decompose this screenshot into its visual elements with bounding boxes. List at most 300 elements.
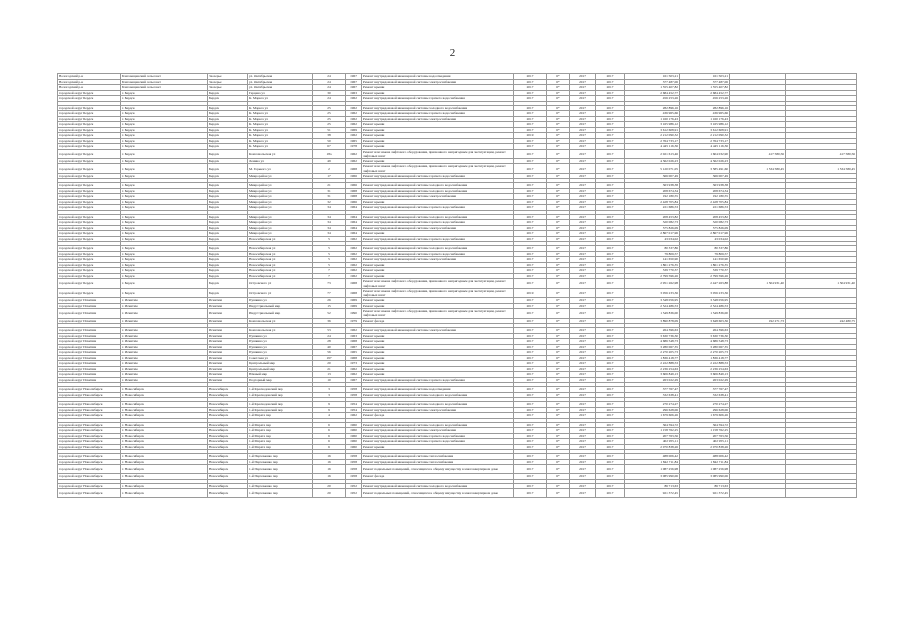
cell-code: 6* (547, 402, 570, 408)
cell-settlement: Бердск (208, 257, 248, 263)
cell-settlement-type: г. Новосибирск (121, 413, 208, 419)
cell-municipality: городской округ Бердск (58, 111, 121, 117)
cell-start: 2017 (570, 79, 596, 85)
cell-municipality: городской округ Искитим (58, 318, 121, 324)
cell-end: 2017 (596, 262, 625, 268)
cell-start: 2017 (570, 454, 596, 460)
cell-plan-year: 2017 (514, 111, 547, 117)
cell-code: 6* (547, 79, 570, 85)
cell-extra-cost: 1 504 931,40 (730, 279, 786, 288)
cell-street: 1-й Марата пер (248, 413, 313, 419)
cell-settlement-type: г. Бердск (121, 225, 208, 231)
cell-fund-cost: 364 594,72 (680, 422, 730, 428)
cell-street: 1-й Марата пер (248, 439, 313, 445)
cell-work-type: Ремонт подвальных помещений, относящихся к общему имуществу в многоквартирном доме (362, 465, 514, 474)
cell-year: 1962 (346, 133, 362, 139)
cell-year: 1962 (346, 413, 362, 419)
cell-house: 6 (313, 428, 346, 434)
cell-house: 36 (313, 318, 346, 324)
cell-year: 1966 (346, 199, 362, 205)
cell-work-type: Ремонт крыши (362, 350, 514, 356)
cell-extra-cost: 192 271,73 (730, 318, 786, 324)
cell-work-type: Ремонт фасада (362, 474, 514, 480)
cell-year: 1952 (346, 483, 362, 489)
cell-year: 1965 (346, 138, 362, 144)
cell-fund-cost: 402 955,11 (680, 439, 730, 445)
cell-fund-cost: 270 274,27 (680, 402, 730, 408)
cell-settlement-type: г. Бердск (121, 288, 208, 297)
cell-street: Новосибирская ул (248, 273, 313, 279)
cell-settlement: Новосибирск (208, 465, 248, 474)
cell-fund-cost: 208 453,82 (680, 214, 730, 220)
cell-plan-year: 2017 (514, 105, 547, 111)
cell-plan-year: 2017 (514, 407, 547, 413)
cell-work-type: Ремонт внутридомовой инженерной системы электроснабжения (362, 328, 514, 334)
cell-end: 2017 (596, 298, 625, 304)
cell-total-cost: 86 713,63 (625, 483, 680, 489)
cell-plan-year: 2017 (514, 273, 547, 279)
cell-end: 2017 (596, 303, 625, 309)
cell-municipality: городской округ Искитим (58, 377, 121, 383)
cell-fund-cost: 2 222 888,53 (680, 361, 730, 367)
cell-street: Пушкина ул (248, 339, 313, 345)
cell-plan-year: 2017 (514, 339, 547, 345)
cell-settlement: Бердск (208, 214, 248, 220)
cell-total-cost: 575 826,09 (625, 225, 680, 231)
cell-settlement-type: г. Бердск (121, 173, 208, 179)
cell-settlement: Бердск (208, 144, 248, 150)
cell-house: 5 (313, 257, 346, 263)
cell-plan-year: 2017 (514, 85, 547, 91)
cell-street: К. Маркса ул (248, 138, 313, 144)
cell-code: 6* (547, 251, 570, 257)
cell-work-type: Ремонт крыши (362, 262, 514, 268)
cell-start: 2017 (570, 257, 596, 263)
cell-fund-cost: 332 638,41 (680, 392, 730, 398)
cell-street: Микрорайон ул (248, 194, 313, 200)
cell-house: 6 (313, 439, 346, 445)
cell-total-cost: 141 650,90 (625, 257, 680, 263)
cell-settlement: Заозерье (208, 85, 248, 91)
cell-year: 1954 (346, 402, 362, 408)
cell-street: К. Маркса ул (248, 133, 313, 139)
cell-code: 6* (547, 350, 570, 356)
cell-code: 6* (547, 355, 570, 361)
cell-end: 2017 (596, 79, 625, 85)
cell-start: 2017 (570, 262, 596, 268)
cell-fund-cost: 377 767,47 (680, 387, 730, 393)
cell-year: 1963 (346, 90, 362, 96)
cell-house: 7 (313, 273, 346, 279)
cell-plan-year: 2017 (514, 127, 547, 133)
cell-fund-cost: 3 585 491,60 (680, 164, 730, 173)
cell-total-cost: 1 842 711,84 (625, 459, 680, 465)
cell-municipality: городской округ Новосибирск (58, 407, 121, 413)
cell-municipality: городской округ Бердск (58, 231, 121, 237)
cell-municipality: городской округ Новосибирск (58, 422, 121, 428)
cell-year: 1958 (346, 474, 362, 480)
cell-street: 1-й Марата пер (248, 444, 313, 450)
cell-total-cost: 1 549 836,00 (625, 309, 680, 318)
cell-plan-year: 2017 (514, 90, 547, 96)
cell-plan-year: 2017 (514, 194, 547, 200)
cell-plan-year: 2017 (514, 318, 547, 324)
cell-total-cost: 3 630 736,30 (625, 333, 680, 339)
cell-settlement: Бердск (208, 251, 248, 257)
cell-settlement-type: г. Искитим (121, 372, 208, 378)
cell-municipality: городской округ Новосибирск (58, 387, 121, 393)
cell-year: 1960 (346, 422, 362, 428)
cell-street: Новосибирская ул (248, 251, 313, 257)
cell-start: 2017 (570, 149, 596, 158)
cell-end: 2017 (596, 183, 625, 189)
cell-municipality: городской округ Бердск (58, 288, 121, 297)
cell-year: 1968 (346, 339, 362, 345)
cell-start: 2017 (570, 279, 596, 288)
cell-total-cost: 1 836 418,77 (625, 355, 680, 361)
cell-start: 2017 (570, 318, 596, 324)
cell-settlement-type: г. Бердск (121, 149, 208, 158)
cell-house: 31 (313, 194, 346, 200)
cell-total-cost: 4 686 548,73 (625, 339, 680, 345)
cell-municipality: городской округ Бердск (58, 194, 121, 200)
cell-year: 1967 (346, 377, 362, 383)
cell-municipality: городской округ Бердск (58, 262, 121, 268)
cell-plan-year: 2017 (514, 433, 547, 439)
cell-settlement-type: г. Искитим (121, 366, 208, 372)
cell-settlement: Искитим (208, 309, 248, 318)
cell-plan-year: 2017 (514, 173, 547, 179)
cell-plan-year: 2017 (514, 79, 547, 85)
cell-plan-year: 2017 (514, 489, 547, 498)
cell-plan-year: 2017 (514, 122, 547, 128)
cell-other-cost (786, 309, 857, 318)
cell-street: Микрорайон ул (248, 231, 313, 237)
cell-fund-cost: 921 372,45 (680, 489, 730, 498)
cell-work-type: Ремонт внутридомовой инженерной системы горячего водоснабжения (362, 220, 514, 226)
cell-end: 2017 (596, 392, 625, 398)
cell-end: 2017 (596, 377, 625, 383)
cell-year: 1952 (346, 489, 362, 498)
cell-fund-cost: 2 236 254,63 (680, 366, 730, 372)
cell-work-type: Ремонт внутридомовой инженерной системы холодного водоснабжения (362, 183, 514, 189)
cell-municipality: городской округ Бердск (58, 127, 121, 133)
cell-year: 1962 (346, 111, 362, 117)
cell-municipality: городской округ Бердск (58, 183, 121, 189)
cell-house: 67 (313, 144, 346, 150)
cell-work-type: Ремонт внутридомовой инженерной системы водоотведения (362, 74, 514, 80)
cell-plan-year: 2017 (514, 298, 547, 304)
cell-house: 73 (313, 279, 346, 288)
cell-code: 6* (547, 194, 570, 200)
cell-municipality: городской округ Новосибирск (58, 439, 121, 445)
cell-work-type: Ремонт крыши (362, 127, 514, 133)
cell-municipality: городской округ Бердск (58, 116, 121, 122)
cell-house: 24 (313, 96, 346, 102)
cell-code: 6* (547, 273, 570, 279)
cell-municipality: городской округ Бердск (58, 144, 121, 150)
cell-fund-cost: 3 348 056,95 (680, 298, 730, 304)
cell-plan-year: 2019 (514, 133, 547, 139)
cell-code: 6* (547, 361, 570, 367)
cell-code: 6* (547, 257, 570, 263)
cell-work-type: Ремонт или замена лифтового оборудования, признанного непригодным для эксплуатации, ремонт лифтовых шахт (362, 279, 514, 288)
cell-work-type: Ремонт внутридомовой инженерной системы холодного водоснабжения (362, 422, 514, 428)
cell-fund-cost: 3 056 233,36 (680, 288, 730, 297)
cell-start: 2017 (570, 220, 596, 226)
cell-year: 1964 (346, 225, 362, 231)
cell-municipality: городской округ Бердск (58, 149, 121, 158)
cell-code: 6* (547, 372, 570, 378)
cell-settlement: Бердск (208, 199, 248, 205)
cell-fund-cost: 575 826,09 (680, 225, 730, 231)
cell-settlement: Искитим (208, 377, 248, 383)
cell-plan-year: 2017 (514, 279, 547, 288)
cell-plan-year: 2017 (514, 236, 547, 242)
cell-house: 24 (313, 79, 346, 85)
cell-house: 52 (313, 309, 346, 318)
cell-street: Пушкина ул (248, 298, 313, 304)
cell-total-cost: 921 372,45 (625, 489, 680, 498)
cell-house: 20 (313, 483, 346, 489)
cell-total-cost: 264 396,63 (625, 328, 680, 334)
cell-end: 2017 (596, 122, 625, 128)
table-row (58, 288, 857, 297)
cell-work-type: Ремонт крыши (362, 355, 514, 361)
cell-house: 9 (313, 402, 346, 408)
cell-house: 20 (313, 361, 346, 367)
cell-settlement: Новосибирск (208, 392, 248, 398)
cell-year: 1962 (346, 105, 362, 111)
cell-fund-cost: 79 806,57 (680, 251, 730, 257)
cell-code: 6* (547, 422, 570, 428)
cell-year: 1958 (346, 465, 362, 474)
cell-year: 1968 (346, 288, 362, 297)
table-row (58, 149, 857, 158)
cell-plan-year: 2017 (514, 199, 547, 205)
page-number: 2 (449, 47, 456, 59)
cell-settlement-type: г. Бердск (121, 236, 208, 242)
cell-house: 40 (313, 344, 346, 350)
cell-total-cost: 282 896,16 (625, 105, 680, 111)
cell-total-cost: 270 274,27 (625, 402, 680, 408)
cell-code: 6* (547, 164, 570, 173)
cell-settlement: Искитим (208, 372, 248, 378)
cell-total-cost: 3 280 067,35 (625, 344, 680, 350)
cell-plan-year: 2017 (514, 483, 547, 489)
cell-settlement-type: г. Бердск (121, 183, 208, 189)
cell-fund-cost: 221 686,53 (680, 205, 730, 211)
cell-settlement-type: г. Искитим (121, 298, 208, 304)
cell-end: 2017 (596, 105, 625, 111)
cell-fund-cost: 366 007,49 (680, 173, 730, 179)
cell-fund-cost: 263 022,29 (680, 377, 730, 383)
cell-end: 2017 (596, 413, 625, 419)
cell-end: 2017 (596, 355, 625, 361)
cell-code: 6* (547, 407, 570, 413)
cell-year: 1962 (346, 158, 362, 164)
cell-settlement-type: г. Бердск (121, 138, 208, 144)
cell-total-cost: 2 212 090,32 (625, 133, 680, 139)
cell-fund-cost: 2 799 596,26 (680, 273, 730, 279)
cell-end: 2017 (596, 96, 625, 102)
cell-house: 25 (313, 116, 346, 122)
cell-street: 1-й Краснодонский пер (248, 407, 313, 413)
cell-plan-year: 2017 (514, 361, 547, 367)
cell-settlement: Бердск (208, 273, 248, 279)
cell-end: 2017 (596, 111, 625, 117)
cell-work-type: Ремонт крыши (362, 372, 514, 378)
cell-municipality: городской округ Новосибирск (58, 474, 121, 480)
cell-plan-year: 2017 (514, 164, 547, 173)
cell-settlement-type: г. Искитим (121, 339, 208, 345)
cell-plan-year: 2017 (514, 344, 547, 350)
cell-start: 2017 (570, 90, 596, 96)
cell-start: 2017 (570, 465, 596, 474)
cell-code: 6* (547, 413, 570, 419)
cell-work-type: Ремонт внутридомовой инженерной системы холодного водоснабжения (362, 402, 514, 408)
cell-end: 2017 (596, 344, 625, 350)
cell-municipality: городской округ Бердск (58, 90, 121, 96)
cell-code: 6* (547, 127, 570, 133)
cell-extra-cost (730, 288, 786, 297)
cell-end: 2017 (596, 116, 625, 122)
cell-house: 24 (313, 85, 346, 91)
cell-municipality: городской округ Новосибирск (58, 465, 121, 474)
cell-end: 2017 (596, 138, 625, 144)
cell-end: 2017 (596, 339, 625, 345)
cell-code: 6* (547, 333, 570, 339)
cell-settlement-type: г. Новосибирск (121, 392, 208, 398)
cell-extra-cost: 417 580,56 (730, 149, 786, 158)
cell-fund-cost: 1 160 176,43 (680, 116, 730, 122)
cell-municipality: городской округ Искитим (58, 366, 121, 372)
cell-house: 32 (313, 199, 346, 205)
cell-municipality: городской округ Искитим (58, 344, 121, 350)
cell-code: 6* (547, 318, 570, 324)
cell-house: 77 (313, 288, 346, 297)
cell-total-cost: 377 767,47 (625, 387, 680, 393)
cell-settlement-type: г. Новосибирск (121, 402, 208, 408)
cell-work-type: Ремонт крыши (362, 158, 514, 164)
cell-end: 2017 (596, 433, 625, 439)
cell-house: 17 (313, 173, 346, 179)
cell-start: 2017 (570, 105, 596, 111)
cell-street: Микрорайон ул (248, 220, 313, 226)
cell-total-cost: 3 606 849,13 (625, 372, 680, 378)
cell-fund-cost: 1 087 256,98 (680, 465, 730, 474)
cell-code: 6* (547, 85, 570, 91)
cell-fund-cost: 320 082,73 (680, 220, 730, 226)
cell-house: 7 (313, 268, 346, 274)
cell-street: Новосибирская ул (248, 268, 313, 274)
cell-code: 6* (547, 144, 570, 150)
cell-settlement: Бердск (208, 133, 248, 139)
cell-code: 6* (547, 246, 570, 252)
cell-plan-year: 2017 (514, 439, 547, 445)
cell-year: 1979 (346, 318, 362, 324)
cell-start: 2017 (570, 158, 596, 164)
cell-fund-cost: 2 684 452,77 (680, 90, 730, 96)
cell-year: 1962 (346, 257, 362, 263)
cell-start: 2017 (570, 205, 596, 211)
cell-municipality: городской округ Бердск (58, 225, 121, 231)
cell-end: 2017 (596, 220, 625, 226)
cell-total-cost: 3 348 056,95 (625, 298, 680, 304)
cell-street: 1-й Пархоменко пер (248, 454, 313, 460)
cell-municipality: городской округ Искитим (58, 372, 121, 378)
cell-street: Центральный мкр (248, 366, 313, 372)
cell-house: 5 (313, 251, 346, 257)
cell-start: 2017 (570, 344, 596, 350)
cell-fund-cost: 1 604 032,90 (680, 149, 730, 158)
cell-end: 2017 (596, 288, 625, 297)
cell-house: 49 (313, 158, 346, 164)
cell-fund-cost: 377 487,06 (680, 79, 730, 85)
cell-code: 6* (547, 173, 570, 179)
cell-fund-cost: 4 445 116,36 (680, 144, 730, 150)
cell-street: Комсомольская ул (248, 149, 313, 158)
cell-plan-year: 2017 (514, 402, 547, 408)
cell-plan-year: 2017 (514, 158, 547, 164)
cell-settlement-type: г. Новосибирск (121, 428, 208, 434)
cell-work-type: Ремонт или замена лифтового оборудования, признанного непригодным для эксплуатации, ремонт лифтовых шахт (362, 309, 514, 318)
cell-total-cost: 208 674,34 (625, 188, 680, 194)
cell-municipality: городской округ Бердск (58, 164, 121, 173)
cell-municipality: городской округ Бердск (58, 138, 121, 144)
cell-street: 1-й Пархоменко пер (248, 483, 313, 489)
cell-end: 2017 (596, 85, 625, 91)
cell-end: 2017 (596, 246, 625, 252)
cell-code: 6* (547, 428, 570, 434)
cell-end: 2017 (596, 158, 625, 164)
cell-settlement-type: г. Бердск (121, 262, 208, 268)
cell-year: 1964 (346, 220, 362, 226)
cell-work-type: Ремонт или замена лифтового оборудования, признанного непригодным для эксплуатации, ремонт лифтовых шахт (362, 149, 514, 158)
cell-street: Микрорайон ул (248, 205, 313, 211)
cell-settlement-type: г. Бердск (121, 246, 208, 252)
cell-fund-cost: 1 842 711,84 (680, 459, 730, 465)
cell-total-cost: 320 082,73 (625, 220, 680, 226)
cell-settlement-type: г. Бердск (121, 164, 208, 173)
cell-work-type: Ремонт внутридомовой инженерной системы холодного водоснабжения (362, 246, 514, 252)
cell-street: Новосибирская ул (248, 257, 313, 263)
cell-municipality: городской округ Бердск (58, 205, 121, 211)
cell-total-cost: 3 165 986,12 (625, 122, 680, 128)
cell-settlement: Новосибирск (208, 407, 248, 413)
cell-total-cost: 80 337,86 (625, 246, 680, 252)
cell-end: 2017 (596, 149, 625, 158)
cell-total-cost: 366 007,49 (625, 173, 680, 179)
cell-fund-cost: 2 070 838,26 (680, 444, 730, 450)
cell-end: 2017 (596, 428, 625, 434)
cell-house: 26 (313, 298, 346, 304)
cell-total-cost: 3 612 608,91 (625, 127, 680, 133)
cell-total-cost: 2 867 017,96 (625, 231, 680, 237)
cell-plan-year: 2017 (514, 183, 547, 189)
cell-work-type: Ремонт крыши (362, 85, 514, 91)
cell-code: 6* (547, 366, 570, 372)
cell-work-type: Ремонт внутридомовой инженерной системы холодного водоснабжения (362, 214, 514, 220)
cell-total-cost: 4 445 116,36 (625, 144, 680, 150)
cell-code: 6* (547, 158, 570, 164)
cell-year: 1958 (346, 387, 362, 393)
cell-year: 1962 (346, 328, 362, 334)
cell-work-type: Ремонт внутридомовой инженерной системы электроснабжения (362, 116, 514, 122)
cell-fund-cost: 3 606 849,13 (680, 372, 730, 378)
cell-code: 6* (547, 474, 570, 480)
cell-street: Новосибирская ул (248, 236, 313, 242)
